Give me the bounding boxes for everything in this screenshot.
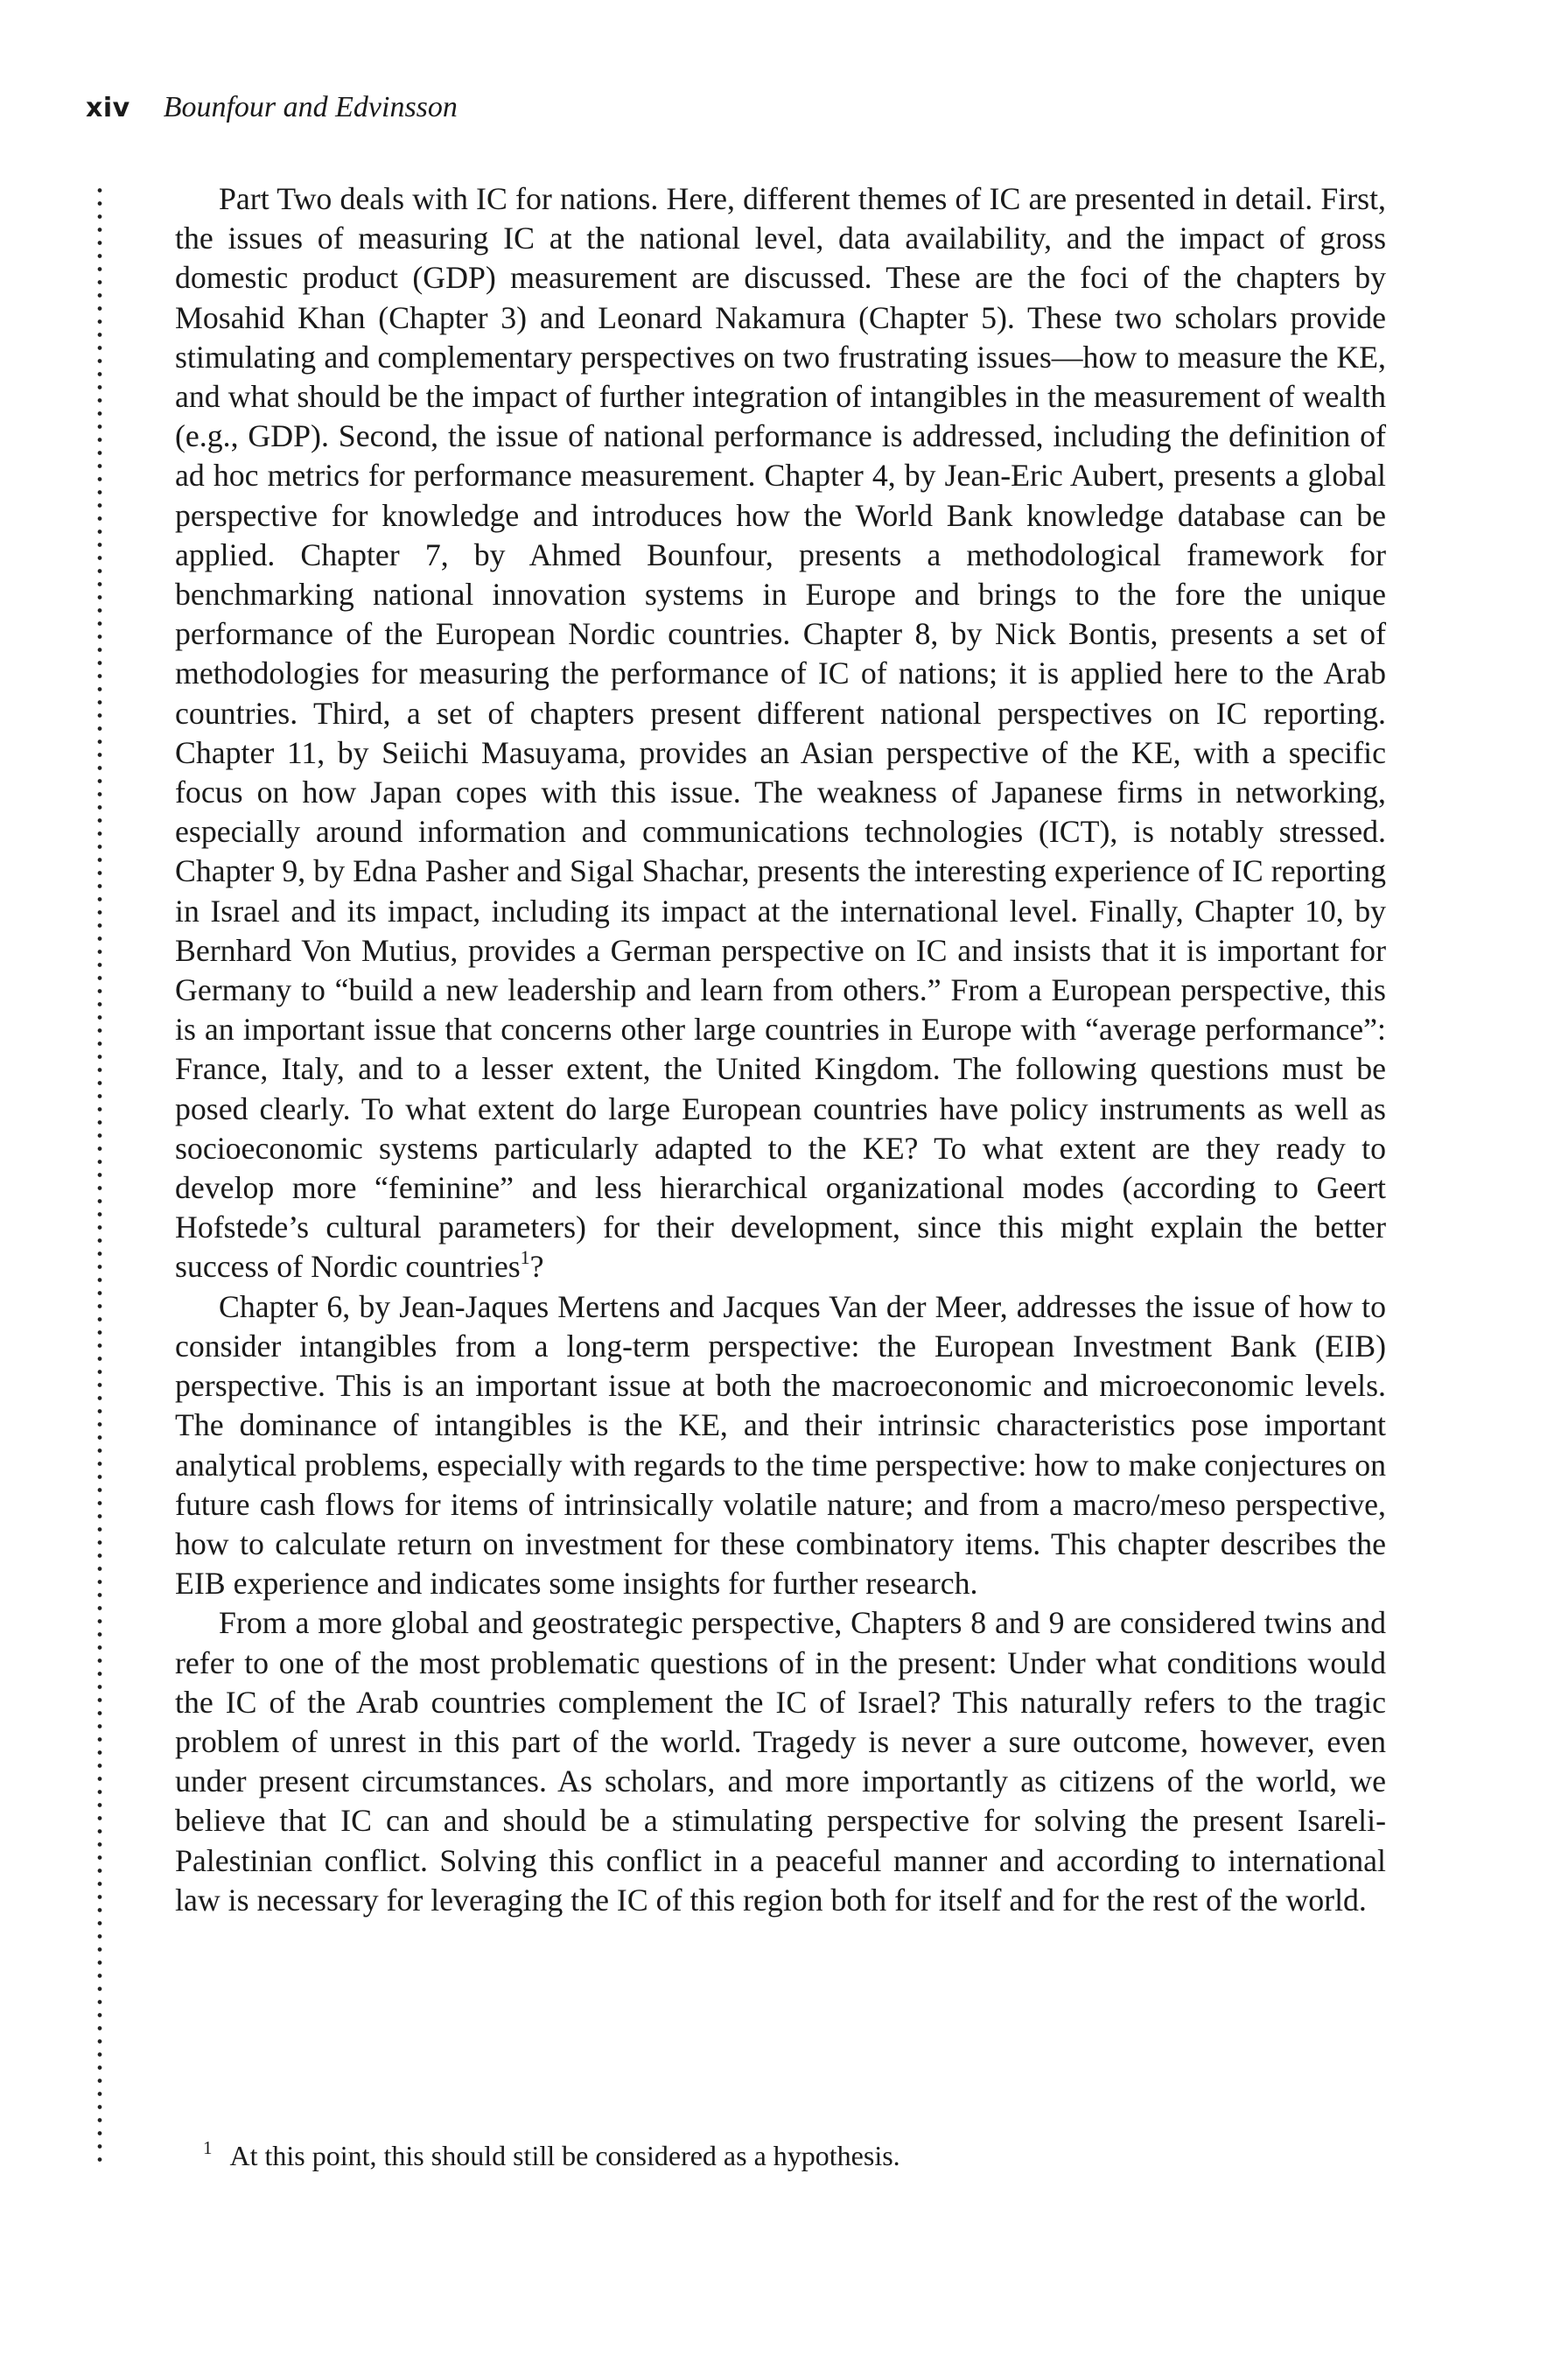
running-title: Bounfour and Edvinsson <box>163 91 458 123</box>
margin-dotted-rule <box>96 184 103 2163</box>
footnote-marker: 1 <box>203 2137 213 2158</box>
body-text <box>175 179 1386 1920</box>
page-number: xiv <box>86 93 130 123</box>
footnote <box>203 2130 1367 2173</box>
running-head <box>86 91 458 135</box>
paragraph-1-text: Part Two deals with IC for nations. Here, different themes of IC are presented in detail. First, the issues of measuring IC at the national level, data availability, and the impact of gross domestic product (GDP) measurement are discussed. These are the foci of the chapters by Mosahid Khan (Chapter 3) and Leonard Nakamura (Chapter 5). These two scholars provide stimulating and complementary perspectives on two frustrating issues—how to measure the KE, and what should be the impact of further integration of intangibles in the measurement of wealth (e.g., GDP). Second, the issue of national performance is addressed, including the definition of ad hoc metrics for performance measurement. Chapter 4, by Jean-Eric Aubert, presents a global perspective for knowledge and introduces how the World Bank knowledge database can be applied. Chapter 7, by Ahmed Bounfour, presents a methodological framework for benchmarking national innovation systems in Europe and brings to the fore the unique performance of the European Nordic countries. Chapter 8, by Nick Bontis, presents a set of methodologies for measuring the performance of IC of nations; it is applied here to the Arab countries. Third, a set of chapters present different national perspectives on IC reporting. Chapter 11, by Seiichi Masuyama, provides an Asian perspective of the KE, with a specific focus on how Japan copes with this issue. The weakness of Japanese firms in networking, especially around information and communications technologies (ICT), is notably stressed. Chapter 9, by Edna Pasher and Sigal Shachar, presents the interesting experience of IC reporting in Israel and its impact, including its impact at the international level. Finally, Chapter 10, by Bernhard Von Mutius, provides a German perspective on IC and insists that it is important for Germany to “build a new leadership and learn from others.” From a European perspective, this is an important issue that concerns other large countries in Europe with “average performance”: France, Italy, and to a lesser extent, the United Kingdom. The following questions must be posed clearly. To what extent do large European countries have policy instruments as well as socioeconomic systems particularly adapted to the KE? To what extent are they ready to develop more “feminine” and less hierarchical organizational modes (according to Geert Hofstede’s cultural parameters) for their development, since this might explain the better success of Nordic countries <box>175 181 1386 1285</box>
paragraph-2: Chapter 6, by Jean-Jaques Mertens and Jacques Van der Meer, addresses the issue of how to consider intangibles from a long-term perspective: the European Investment Bank (EIB) perspective. This is an important issue at both the macroeconomic and microeconomic levels. The dominance of intangibles is the KE, and their intrinsic characteristics pose important analytical problems, especially with regards to the time perspective: how to make conjectures on future cash flows for items of intrinsically volatile nature; and from a macro/meso perspective, how to calculate return on investment for these combinatory items. This chapter describes the EIB experience and indicates some insights for further research. <box>175 1288 1386 1602</box>
footnote-reference: 1 <box>520 1246 530 1269</box>
paragraph-1-end: ? <box>529 1249 544 1285</box>
paragraph-1 <box>175 179 1386 1287</box>
footnote-text: At this point, this should still be considered as a hypothesis. <box>229 2140 900 2171</box>
paragraph-3: From a more global and geostrategic perspective, Chapters 8 and 9 are considered twins and refer to one of the most problematic questions of in the present: Under what conditions would the IC of the Arab countries complement the IC of Israel? This naturally refers to the tragic problem of unrest in this part of the world. Tragedy is never a sure outcome, however, even under present circumstances. As scholars, and more importantly as citizens of the world, we believe that IC can and should be a stimulating perspective for solving the present Isareli-Palestinian conflict. Solving this conflict in a peaceful manner and according to international law is necessary for leveraging the IC of this region both for itself and for the rest of the world. <box>175 1605 1386 1918</box>
